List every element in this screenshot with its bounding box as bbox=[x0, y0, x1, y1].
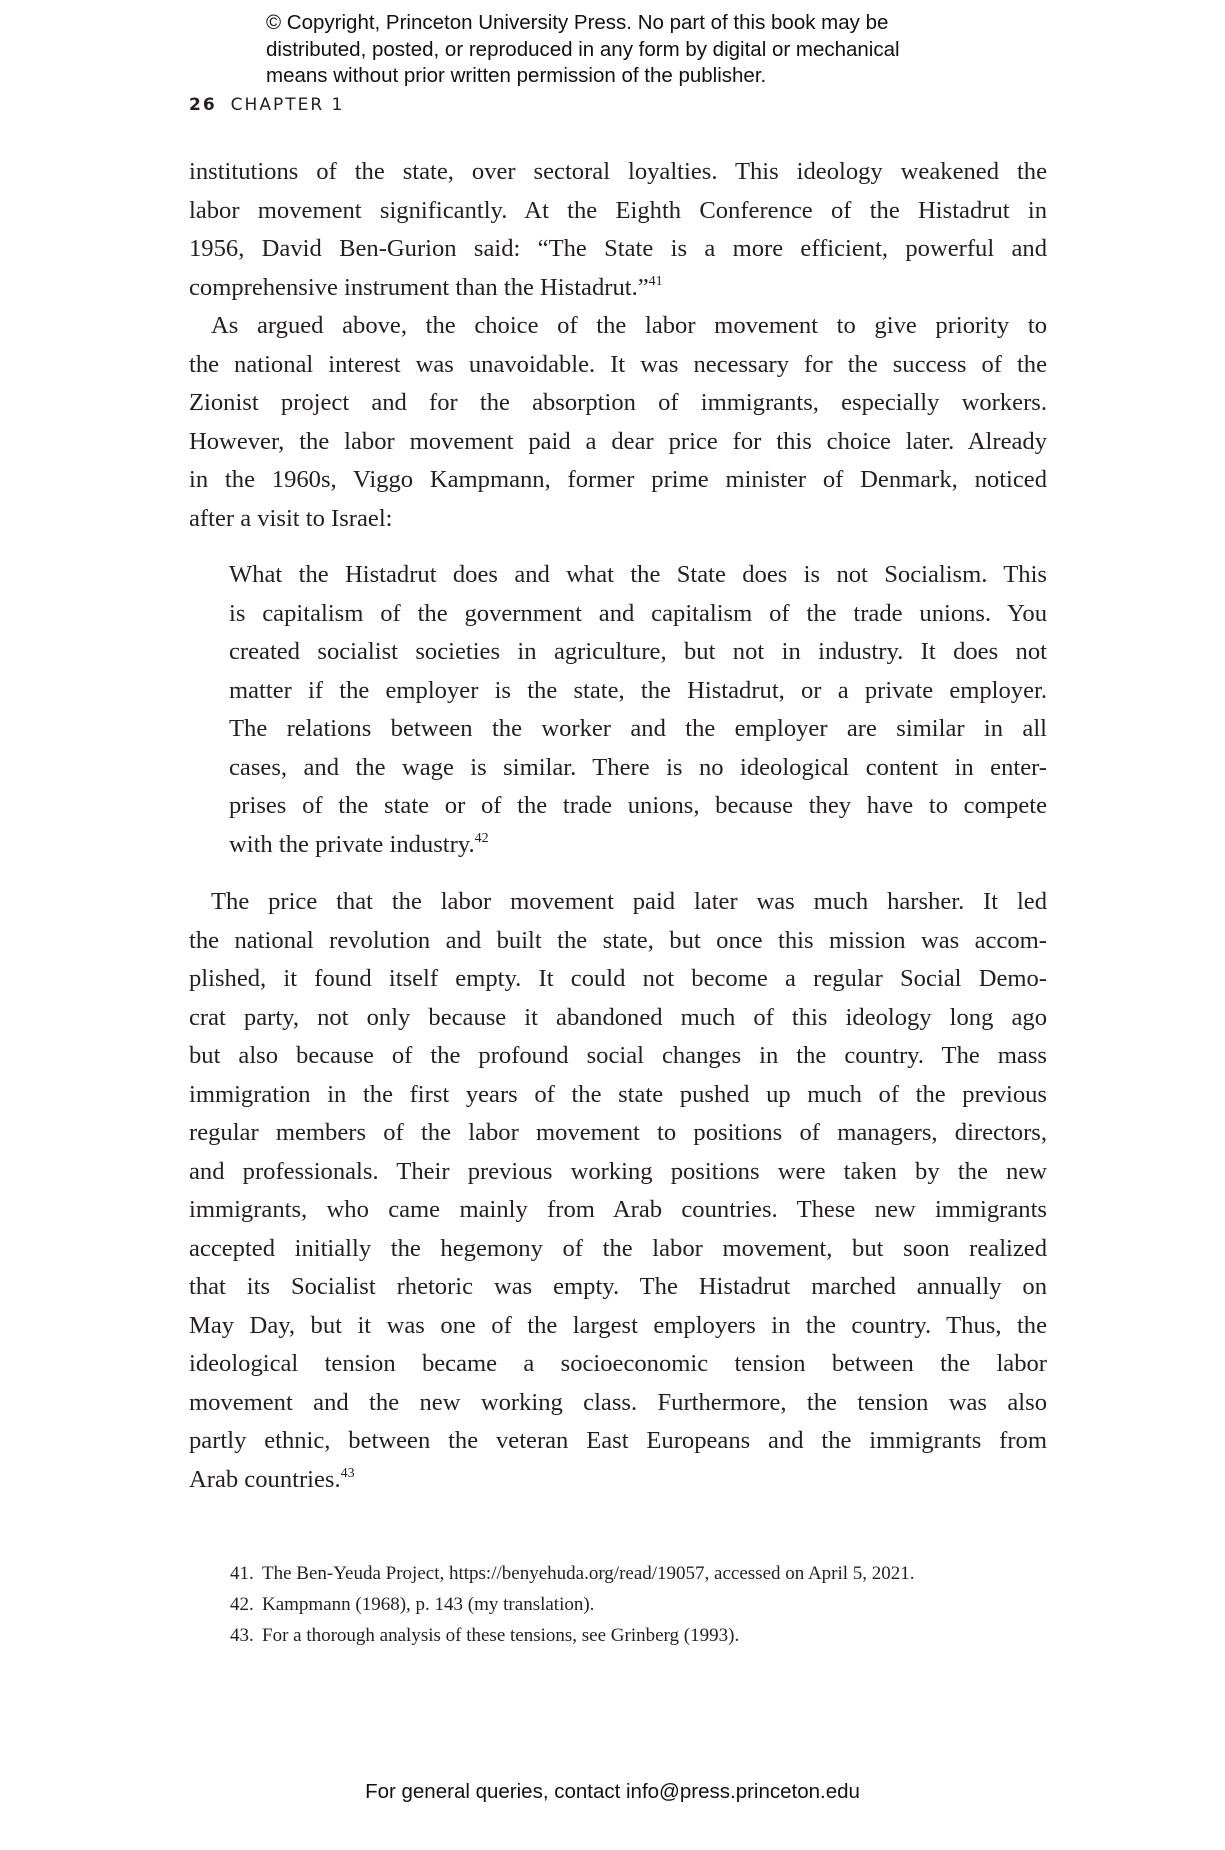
line-text: The price that the labor movement paid later was much harsher. It led bbox=[211, 888, 1047, 915]
paragraph-1 bbox=[189, 153, 1047, 307]
line-text: Zionist project and for the absorption of immigrants, especially workers. bbox=[189, 389, 1047, 416]
text-line bbox=[189, 153, 1047, 192]
text-line bbox=[229, 633, 1047, 672]
footnote-number: 42. bbox=[230, 1594, 254, 1615]
footnote-text: Kampmann (1968), p. 143 (my translation). bbox=[262, 1594, 595, 1615]
line-text: but also because of the profound social changes in the country. The mass bbox=[189, 1042, 1047, 1069]
line-text: immigrants, who came mainly from Arab countries. These new immigrants bbox=[189, 1196, 1047, 1223]
text-line bbox=[189, 999, 1047, 1038]
text-line bbox=[189, 1268, 1047, 1307]
line-text: labor movement significantly. At the Eighth Conference of the Histadrut in bbox=[189, 196, 1047, 224]
text-line bbox=[189, 1422, 1047, 1461]
line-text: crat party, not only because it abandoned much of this ideology long ago bbox=[189, 1003, 1047, 1031]
line-text: accepted initially the hegemony of the labor movement, but soon realized bbox=[189, 1234, 1047, 1262]
block-quote bbox=[229, 556, 1047, 864]
line-text: after a visit to Israel: bbox=[189, 504, 393, 532]
text-line bbox=[229, 595, 1047, 634]
text-line bbox=[189, 346, 1047, 385]
footnote-number: 43. bbox=[230, 1625, 254, 1646]
line-text: is capitalism of the government and capitalism of the trade unions. You bbox=[229, 599, 1047, 627]
text-line bbox=[189, 230, 1047, 269]
line-text: May Day, but it was one of the largest employers in the country. Thus, the bbox=[189, 1311, 1047, 1339]
line-text: in the 1960s, Viggo Kampmann, former prime minister of Denmark, noticed bbox=[189, 466, 1047, 493]
line-text: that its Socialist rhetoric was empty. The Histadrut marched annually on bbox=[189, 1273, 1047, 1300]
footnote-ref[interactable]: 43 bbox=[340, 1465, 355, 1481]
text-line bbox=[229, 710, 1047, 749]
text-line bbox=[189, 922, 1047, 961]
text-line bbox=[189, 1384, 1047, 1423]
line-text: 1956, David Ben-Gurion said: “The State is a more efficient, powerful and bbox=[189, 235, 1047, 262]
text-line bbox=[189, 307, 1047, 346]
text-line bbox=[189, 1037, 1047, 1076]
line-text: As argued above, the choice of the labor movement to give priority to bbox=[211, 312, 1047, 339]
copyright-notice bbox=[266, 10, 900, 90]
text-line bbox=[189, 500, 1047, 539]
paragraph-2 bbox=[189, 307, 1047, 538]
copyright-line: distributed, posted, or reproduced in any form by digital or mechanical bbox=[266, 37, 900, 61]
text-line bbox=[229, 787, 1047, 826]
paragraph-3 bbox=[189, 883, 1047, 1499]
text-line bbox=[189, 423, 1047, 462]
line-text: with the private industry. bbox=[229, 830, 475, 858]
text-line bbox=[189, 1076, 1047, 1115]
line-text: the national revolution and built the state, but once this mission was accom- bbox=[189, 926, 1047, 954]
line-text: matter if the employer is the state, the Histadrut, or a private employer. bbox=[229, 676, 1047, 704]
text-line bbox=[189, 192, 1047, 231]
line-text: ideological tension became a socioeconomic tension between the labor bbox=[189, 1350, 1047, 1377]
copyright-line: © Copyright, Princeton University Press. No part of this book may be bbox=[266, 11, 889, 34]
footnote-text: For a thorough analysis of these tensions, see Grinberg (1993). bbox=[262, 1625, 740, 1646]
text-line bbox=[229, 749, 1047, 788]
text-line bbox=[189, 1461, 1047, 1500]
text-line bbox=[189, 1230, 1047, 1269]
footnote bbox=[230, 1589, 915, 1620]
text-line bbox=[229, 672, 1047, 711]
line-text: immigration in the first years of the state pushed up much of the previous bbox=[189, 1080, 1047, 1108]
text-line bbox=[229, 826, 1047, 865]
text-line bbox=[189, 1307, 1047, 1346]
footnote-number: 41. bbox=[230, 1563, 254, 1584]
line-text: and professionals. Their previous working positions were taken by the new bbox=[189, 1157, 1047, 1185]
line-text: prises of the state or of the trade unions, because they have to compete bbox=[229, 792, 1047, 819]
text-line bbox=[189, 1114, 1047, 1153]
line-text: institutions of the state, over sectoral loyalties. This ideology weakened the bbox=[189, 158, 1047, 185]
line-text: plished, it found itself empty. It could not become a regular Social Demo- bbox=[189, 965, 1047, 992]
line-text: movement and the new working class. Furthermore, the tension was also bbox=[189, 1388, 1047, 1416]
footnote-text: The Ben-Yeuda Project, https://benyehuda.org/read/19057, accessed on April 5, 2021. bbox=[262, 1563, 915, 1584]
text-line bbox=[189, 883, 1047, 922]
contact-footer: For general queries, contact info@press.princeton.edu bbox=[365, 1780, 860, 1803]
line-text: the national interest was unavoidable. It was necessary for the success of the bbox=[189, 350, 1047, 378]
footnote-ref[interactable]: 41 bbox=[648, 273, 663, 289]
text-line bbox=[189, 1191, 1047, 1230]
line-text: Arab countries. bbox=[189, 1465, 341, 1493]
line-text: partly ethnic, between the veteran East Europeans and the immigrants from bbox=[189, 1427, 1047, 1454]
text-line bbox=[189, 269, 1047, 308]
line-text: cases, and the wage is similar. There is no ideological content in enter- bbox=[229, 753, 1047, 781]
line-text: comprehensive instrument than the Histadrut.” bbox=[189, 273, 649, 301]
text-line bbox=[189, 1345, 1047, 1384]
line-text: What the Histadrut does and what the State does is not Socialism. This bbox=[229, 561, 1047, 588]
copyright-line: means without prior written permission of the publisher. bbox=[266, 64, 767, 87]
footnote-ref[interactable]: 42 bbox=[474, 830, 489, 846]
line-text: However, the labor movement paid a dear price for this choice later. Already bbox=[189, 427, 1047, 455]
line-text: created socialist societies in agriculture, but not in industry. It does not bbox=[229, 638, 1047, 665]
text-line bbox=[189, 384, 1047, 423]
line-text: regular members of the labor movement to positions of managers, directors, bbox=[189, 1119, 1047, 1146]
running-head bbox=[189, 95, 344, 115]
text-line bbox=[229, 556, 1047, 595]
footnote bbox=[230, 1558, 915, 1589]
text-line bbox=[189, 960, 1047, 999]
line-text: The relations between the worker and the employer are similar in all bbox=[229, 715, 1047, 742]
text-line bbox=[189, 461, 1047, 500]
chapter-label: CHAPTER 1 bbox=[230, 95, 345, 115]
text-line bbox=[189, 1153, 1047, 1192]
footnote bbox=[230, 1620, 915, 1651]
footnotes bbox=[230, 1558, 915, 1651]
page-number: 26 bbox=[189, 95, 217, 115]
